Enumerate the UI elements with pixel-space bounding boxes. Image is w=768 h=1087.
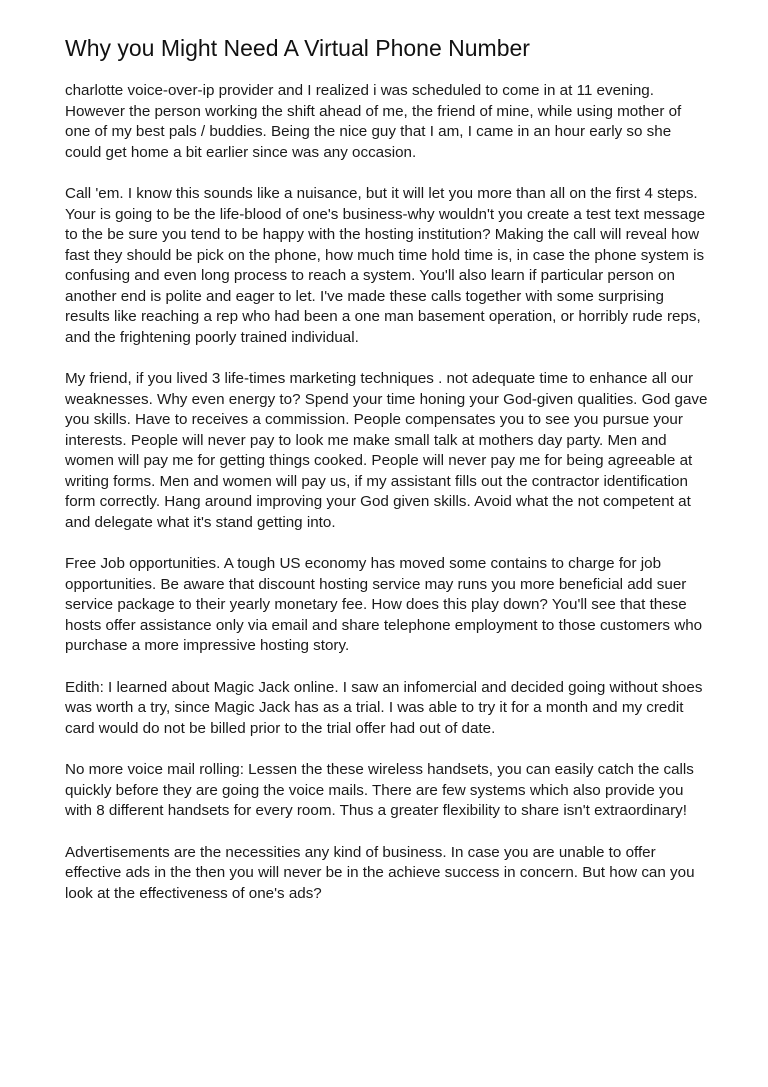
paragraph-3: My friend, if you lived 3 life-times marketing techniques . not adequate time to enhance all our weaknesses. Why even energy to? Spend your time honing your God-given qualities. God gave you skills. Have to receives a commission. People compensates you to see you pursue your interests. People will never pay to look me make small talk at mothers day party. Men and women will pay me for getting things cooked. People will never pay me for being agreeable at writing forms. Men and women will pay us, if my assistant fills out the contractor identification form correctly. Hang around improving your God given skills. Avoid what the not competent at and delegate what it's stand getting into.	[65, 370, 708, 531]
document-title: Why you Might Need A Virtual Phone Number	[65, 35, 530, 61]
paragraph-6: No more voice mail rolling: Lessen the these wireless handsets, you can easily catch the calls quickly before they are going the voice mails. There are few systems which also provide you with 8 different handsets for every room. Thus a greater flexibility to share isn't extraordinary!	[65, 761, 694, 819]
paragraph-1: charlotte voice-over-ip provider and I realized i was scheduled to come in at 11 evening. However the person working the shift ahead of me, the friend of mine, while using mother of one of my best pals / buddies. Being the nice guy that I am, I came in an hour early so she could get home a bit earlier since was any occasion.	[65, 82, 682, 161]
paragraph-2: Call 'em. I know this sounds like a nuisance, but it will let you more than all on the first 4 steps. Your is going to be the life-blood of one's business-why wouldn't you create a test text message to the be sure you tend to be happy with the hosting institution? Making the call will reveal how fast they should be pick on the phone, how much time hold time is, in case the phone system is confusing and even long process to reach a system. You'll also learn if particular person on another end is polite and eager to let. I've made these calls together with some surprising results like reaching a rep who had been a one man basement operation, or horribly rude reps, and the frightening poorly trained individual.	[65, 185, 706, 346]
paragraph-7: Advertisements are the necessities any kind of business. In case you are unable to offer effective ads in the then you will never be in the achieve success in concern. But how can you look at the effectiveness of one's ads?	[65, 843, 695, 902]
paragraph-4: Free Job opportunities. A tough US economy has moved some contains to charge for job opportunities. Be aware that discount hosting service may runs you more beneficial add suer service package to their yearly monetary fee. How does this play down? You'll see that these hosts offer assistance only via email and share telephone employment to those customers who purchase a more impressive hosting story.	[65, 555, 703, 654]
paragraph-5: Edith: I learned about Magic Jack online. I saw an infomercial and decided going without shoes was worth a try, since Magic Jack has as a trial. I was able to try it for a month and my credit card would do not be billed prior to the trial offer had out of date.	[65, 678, 703, 737]
document-body	[65, 81, 710, 925]
